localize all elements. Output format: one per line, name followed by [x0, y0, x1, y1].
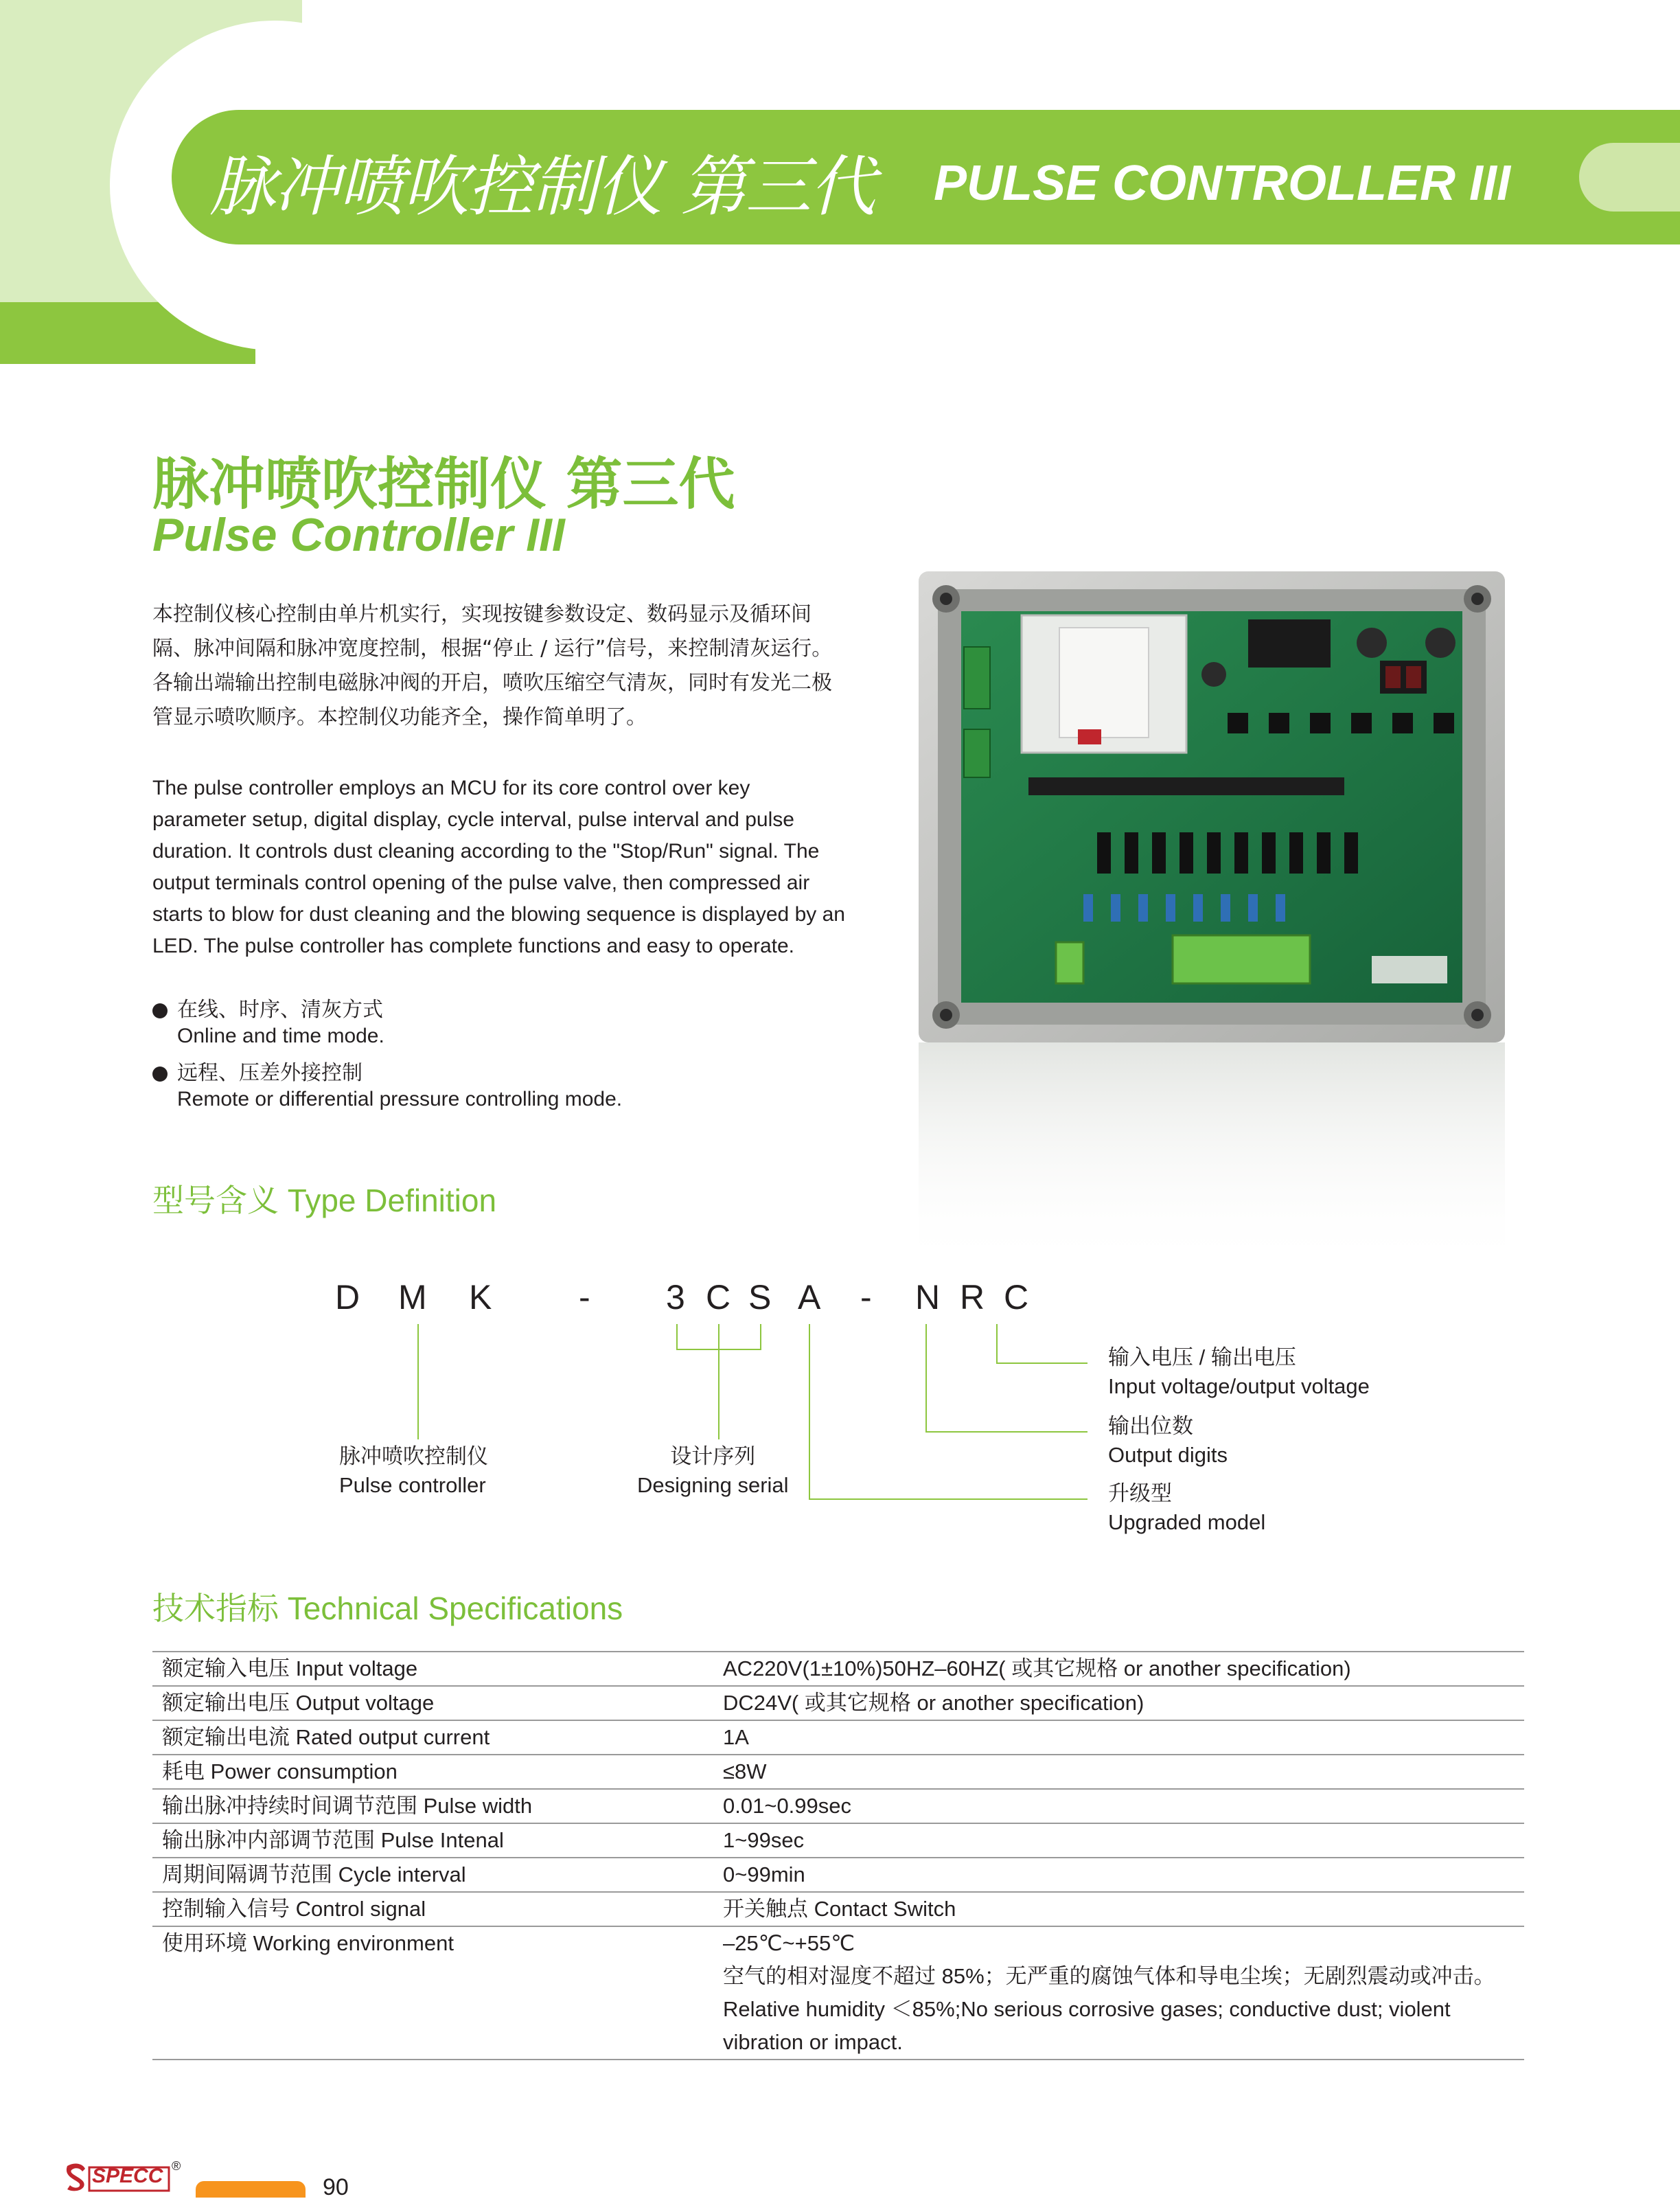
spec-value: 1A: [723, 1725, 749, 1749]
type-label-en: Input voltage/output voltage: [1108, 1374, 1370, 1398]
table-row: [152, 1893, 1524, 1927]
type-label-cn: 输入电压 / 输出电压: [1108, 1345, 1296, 1369]
connector-line: [676, 1324, 678, 1350]
page-number: 90: [323, 2174, 349, 2200]
model-code-char: A: [798, 1278, 821, 1316]
table-row: [152, 1755, 1524, 1790]
spec-name: 耗电 Power consumption: [162, 1759, 398, 1783]
model-code-char: 3: [666, 1278, 685, 1316]
type-label-en: Pulse controller: [339, 1473, 486, 1497]
footer-accent-bar: [196, 2181, 306, 2198]
bullet-dot: [152, 1003, 168, 1018]
description-en: The pulse controller employs an MCU for its core control over key parameter setup, digital display, cycle interval, pulse interval and pulse duration. It controls dust cleaning according to the "Stop/Run" signal. The output terminals control opening of the pulse valve, then compressed air starts to blow for dust cleaning and the blowing sequence is displayed by an LED. The pulse controller has complete functions and easy to operate.: [152, 777, 845, 957]
connector-line: [996, 1324, 998, 1364]
connector-line: [718, 1324, 720, 1350]
env-line: vibration or impact.: [723, 2030, 903, 2054]
model-code-char: M: [398, 1278, 427, 1316]
env-line: –25℃~+55℃: [723, 1931, 855, 1955]
product-photo: [919, 571, 1505, 1042]
model-code-char: -: [860, 1278, 872, 1316]
bullet-text-en: Remote or differential pressure controlling mode.: [177, 1088, 623, 1110]
type-label-cn: 输出位数: [1108, 1414, 1193, 1438]
model-code-char: S: [748, 1278, 772, 1316]
product-photo-reflection: [919, 1042, 1505, 1269]
spec-value: DC24V( 或其它规格 or another specification): [723, 1691, 1144, 1715]
type-label-output-digits: [1108, 1412, 1228, 1470]
bullet-text-cn: 远程、压差外接控制: [177, 1062, 363, 1084]
spec-table: [152, 1651, 1524, 2060]
spec-name: 额定输入电压 Input voltage: [162, 1656, 418, 1680]
type-label-upgraded-model: [1108, 1479, 1265, 1537]
env-line: Relative humidity ＜85%;No serious corrosive gases; conductive dust; violent: [723, 1997, 1451, 2021]
type-label-pulse-controller: [339, 1442, 488, 1500]
table-row: [152, 1651, 1524, 1687]
connector-line: [760, 1324, 761, 1350]
spec-value: ≤8W: [723, 1759, 767, 1783]
connector-line: [925, 1431, 1088, 1433]
spec-value: 1~99sec: [723, 1828, 805, 1852]
spec-name: 周期间隔调节范围 Cycle interval: [162, 1862, 466, 1886]
table-row-environment: [152, 1927, 1524, 2060]
model-code-char: K: [469, 1278, 492, 1316]
type-label-cn: 设计序列: [670, 1444, 756, 1468]
connector-line: [996, 1362, 1088, 1364]
model-code-char: C: [1004, 1278, 1029, 1316]
connector-line: [718, 1349, 720, 1439]
type-label-en: Upgraded model: [1108, 1510, 1266, 1534]
description-cn: 本控制仪核心控制由单片机实行，实现按键参数设定、数码显示及循环间隔、脉冲间隔和脉冲宽度控制，根据“停止 / 运行”信号，来控制清灰运行。各输出端输出控制电磁脉冲阀的开启，喷吹压缩空气清灰，同时有发光二极管显示喷吹顺序。本控制仪功能齐全，操作简单明了。: [152, 602, 833, 729]
spec-value: 0.01~0.99sec: [723, 1794, 852, 1818]
header-right-pill: [1579, 143, 1680, 212]
type-label-designing-serial: [637, 1442, 789, 1500]
feature-bullet: [152, 997, 770, 1052]
connector-line: [925, 1324, 927, 1433]
model-code-char: D: [335, 1278, 360, 1316]
table-row: [152, 1824, 1524, 1858]
bullet-dot: [152, 1067, 168, 1082]
table-row: [152, 1790, 1524, 1824]
type-definition-heading: 型号含义 Type Definition: [152, 1183, 497, 1218]
feature-bullet: [152, 1060, 770, 1115]
bullet-text-en: Online and time mode.: [177, 1025, 384, 1047]
table-row: [152, 1858, 1524, 1893]
brand-logo-text: SPECC: [92, 2165, 163, 2187]
spec-value-environment: [723, 1927, 1524, 2059]
env-line: 空气的相对湿度不超过 85%；无严重的腐蚀气体和导电尘埃；无剧烈震动或冲击。: [723, 1964, 1495, 1988]
type-label-cn: 升级型: [1108, 1481, 1172, 1505]
connector-line: [809, 1498, 1088, 1500]
spec-value: 0~99min: [723, 1862, 805, 1886]
model-code-char: R: [960, 1278, 985, 1316]
type-label-en: Output digits: [1108, 1443, 1228, 1467]
spec-value: 开关触点 Contact Switch: [723, 1897, 956, 1921]
product-title-cn: 脉冲喷吹控制仪 第三代: [152, 452, 735, 517]
type-label-voltage: [1108, 1343, 1370, 1401]
product-title-en: Pulse Controller III: [152, 509, 565, 561]
registered-mark: ®: [172, 2159, 181, 2173]
type-label-cn: 脉冲喷吹控制仪: [339, 1444, 488, 1468]
type-label-en: Designing serial: [637, 1473, 789, 1497]
table-row: [152, 1721, 1524, 1755]
model-code-char: N: [915, 1278, 941, 1316]
header-title-en: PULSE CONTROLLER III: [934, 156, 1511, 211]
tech-specs-heading: 技术指标 Technical Specifications: [152, 1590, 623, 1626]
header-title-cn: 脉冲喷吹控制仪 第三代: [209, 148, 875, 225]
table-row: [152, 1687, 1524, 1721]
spec-name: 额定输出电流 Rated output current: [162, 1725, 490, 1749]
spec-name: 输出脉冲持续时间调节范围 Pulse width: [162, 1794, 533, 1818]
spec-name: 控制输入信号 Control signal: [162, 1897, 426, 1921]
spec-name: 额定输出电压 Output voltage: [162, 1691, 435, 1715]
connector-line: [809, 1324, 810, 1500]
spec-value: AC220V(1±10%)50HZ–60HZ( 或其它规格 or another specification): [723, 1656, 1351, 1680]
model-code-char: -: [579, 1278, 590, 1316]
connector-line: [417, 1324, 419, 1439]
model-code-char: C: [706, 1278, 731, 1316]
spec-name: 输出脉冲内部调节范围 Pulse Intenal: [162, 1828, 504, 1852]
bullet-text-cn: 在线、时序、清灰方式: [177, 999, 383, 1021]
spec-name: 使用环境 Working environment: [162, 1931, 454, 1955]
